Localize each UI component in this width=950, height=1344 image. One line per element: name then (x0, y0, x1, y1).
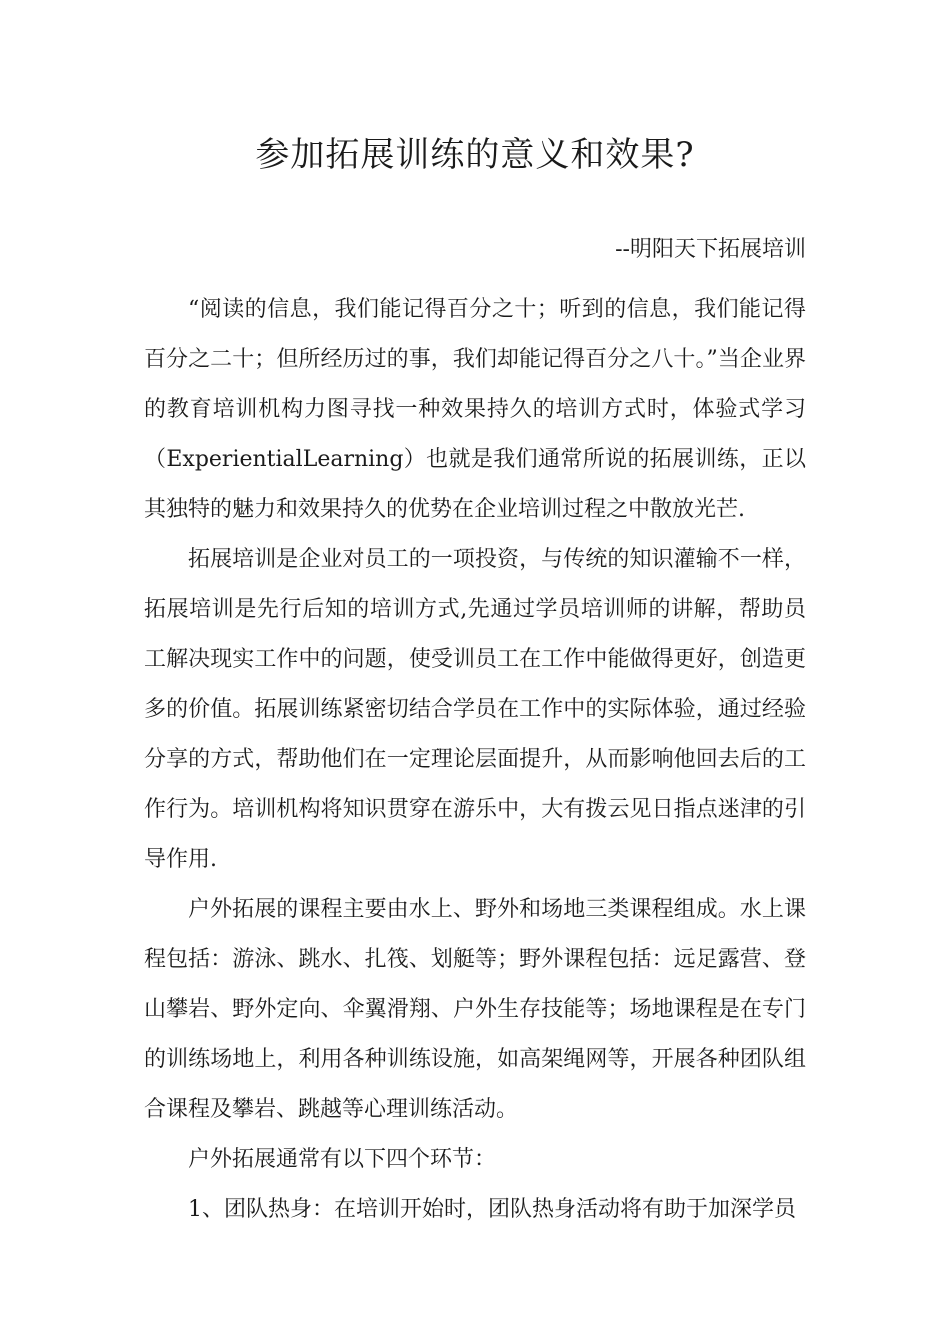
paragraph: 1、团队热身：在培训开始时，团队热身活动将有助于加深学员 (188, 1197, 796, 1222)
document-title: 参加拓展训练的意义和效果? (255, 135, 695, 175)
paragraph: 拓展培训是企业对员工的一项投资，与传统的知识灌输不一样，拓展培训是先行后知的培训方式,先通过学员培训师的讲解，帮助员工解决现实工作中的问题，使受训员工在工作中能做得更好，创造更多的价值。拓展训练紧密切结合学员在工作中的实际体验，通过经验分享的方式，帮助他们在一定理论层面提升，从而影响他回去后的工作行为。培训机构将知识贯穿在游乐中，大有拨云见日指点迷津的引导作用. (144, 547, 806, 872)
paragraph: “阅读的信息，我们能记得百分之十；听到的信息，我们能记得百分之二十；但所经历过的事，我们却能记得百分之八十。”当企业界的教育培训机构力图寻找一种效果持久的培训方式时，体验式学习（ExperientialLearning）也就是我们通常所说的拓展训练，正以其独特的魅力和效果持久的优势在企业培训过程之中散放光芒. (144, 297, 806, 522)
paragraph: 户外拓展的课程主要由水上、野外和场地三类课程组成。水上课程包括：游泳、跳水、扎筏、划艇等；野外课程包括：远足露营、登山攀岩、野外定向、伞翼滑翔、户外生存技能等；场地课程是在专门的训练场地上，利用各种训练设施，如高架绳网等，开展各种团队组合课程及攀岩、跳越等心理训练活动。 (144, 897, 806, 1122)
document-body (144, 285, 806, 1235)
document-author: --明阳天下拓展培训 (615, 237, 806, 262)
paragraph: 户外拓展通常有以下四个环节： (188, 1147, 497, 1172)
